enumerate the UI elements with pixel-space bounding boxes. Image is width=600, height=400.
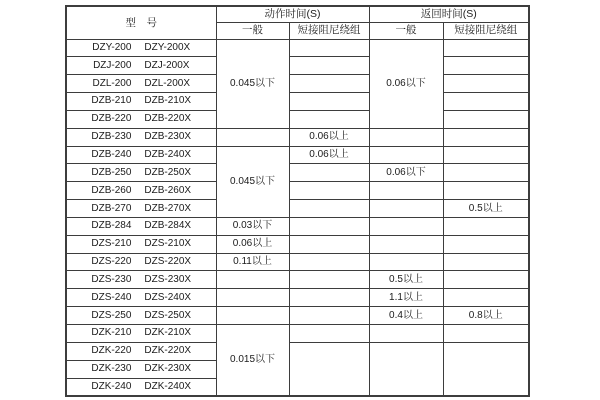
model-text: DZY-200 bbox=[92, 41, 132, 53]
table-row bbox=[66, 128, 529, 146]
model-cell bbox=[66, 57, 216, 75]
return-general-cell bbox=[369, 325, 443, 343]
action-general-cell: 0.03以下 bbox=[216, 217, 289, 235]
table-row bbox=[66, 164, 529, 182]
table-row bbox=[66, 325, 529, 343]
table-row bbox=[66, 182, 529, 200]
model-text: DZB-270 bbox=[91, 202, 132, 214]
model-cell bbox=[66, 271, 216, 289]
return-damping-cell bbox=[443, 182, 529, 200]
model-text: DZB-260 bbox=[91, 184, 132, 196]
return-damping-cell: 0.5以上 bbox=[443, 200, 529, 218]
model-x-text: DZL-200X bbox=[144, 77, 190, 89]
table-row bbox=[66, 235, 529, 253]
return-general-cell: 1.1以上 bbox=[369, 289, 443, 307]
action-damping-cell bbox=[289, 182, 369, 200]
table-row bbox=[66, 75, 529, 93]
table-row bbox=[66, 289, 529, 307]
header-row-groups bbox=[66, 6, 529, 22]
model-text: DZB-220 bbox=[91, 113, 132, 125]
action-damping-cell bbox=[289, 75, 369, 93]
table-row bbox=[66, 57, 529, 75]
action-damping-cell bbox=[289, 235, 369, 253]
model-text: DZK-240 bbox=[91, 380, 132, 392]
model-text: DZB-284 bbox=[91, 220, 132, 232]
action-damping-header: 短接阻尼绕组 bbox=[289, 22, 369, 39]
return-damping-cell bbox=[443, 128, 529, 146]
return-general-header: 一般 bbox=[369, 22, 443, 39]
model-cell bbox=[66, 325, 216, 343]
return-damping-cell bbox=[443, 289, 529, 307]
model-x-text: DZB-240X bbox=[144, 148, 192, 160]
model-text: DZS-250 bbox=[91, 309, 132, 321]
model-text: DZB-210 bbox=[91, 95, 132, 107]
model-x-text: DZS-230X bbox=[144, 273, 192, 285]
model-cell bbox=[66, 342, 216, 360]
model-cell bbox=[66, 253, 216, 271]
return-damping-cell bbox=[443, 57, 529, 75]
return-damping-cell bbox=[443, 75, 529, 93]
table-row bbox=[66, 146, 529, 164]
return-general-cell: 0.5以上 bbox=[369, 271, 443, 289]
table-row bbox=[66, 342, 529, 360]
return-damping-cell bbox=[443, 325, 529, 343]
model-header: 型 号 bbox=[66, 6, 216, 39]
table-row bbox=[66, 253, 529, 271]
return-damping-cell bbox=[443, 164, 529, 182]
return-general-cell: 0.4以上 bbox=[369, 307, 443, 325]
action-damping-cell: 0.06以上 bbox=[289, 128, 369, 146]
model-x-text: DZS-210X bbox=[144, 238, 192, 250]
table-row bbox=[66, 93, 529, 111]
table-row bbox=[66, 307, 529, 325]
model-text: DZB-230 bbox=[91, 131, 132, 143]
model-text: DZK-230 bbox=[91, 363, 132, 375]
table-row bbox=[66, 110, 529, 128]
action-general-cell: 0.015以下 bbox=[216, 325, 289, 396]
action-damping-cell bbox=[289, 325, 369, 343]
action-general-cell: 0.11以上 bbox=[216, 253, 289, 271]
model-x-text: DZY-200X bbox=[144, 41, 191, 53]
model-text: DZK-220 bbox=[91, 345, 132, 357]
model-text: DZJ-200 bbox=[93, 59, 132, 71]
action-damping-cell bbox=[289, 289, 369, 307]
model-x-text: DZK-230X bbox=[144, 363, 192, 375]
action-damping-cell bbox=[289, 200, 369, 218]
action-damping-cell bbox=[289, 57, 369, 75]
model-x-text: DZS-250X bbox=[144, 309, 192, 321]
table-row bbox=[66, 217, 529, 235]
model-cell bbox=[66, 360, 216, 378]
model-cell bbox=[66, 217, 216, 235]
return-damping-cell bbox=[443, 271, 529, 289]
table-row bbox=[66, 39, 529, 57]
model-cell bbox=[66, 307, 216, 325]
return-damping-cell: 0.8以上 bbox=[443, 307, 529, 325]
return-damping-header: 短接阻尼绕组 bbox=[443, 22, 529, 39]
model-cell bbox=[66, 378, 216, 396]
model-cell bbox=[66, 128, 216, 146]
model-x-text: DZB-284X bbox=[144, 220, 192, 232]
relay-spec-table bbox=[65, 5, 530, 397]
model-text: DZK-210 bbox=[91, 327, 132, 339]
return-damping-cell bbox=[443, 253, 529, 271]
model-x-text: DZS-220X bbox=[144, 256, 192, 268]
model-x-text: DZB-220X bbox=[144, 113, 192, 125]
model-text: DZS-230 bbox=[91, 273, 132, 285]
return-time-header: 返回时间(S) bbox=[369, 6, 529, 22]
action-time-header: 动作时间(S) bbox=[216, 6, 369, 22]
return-general-cell: 0.06以下 bbox=[369, 164, 443, 182]
model-x-text: DZB-210X bbox=[144, 95, 192, 107]
return-damping-cell bbox=[443, 110, 529, 128]
action-damping-cell bbox=[289, 39, 369, 57]
action-damping-cell bbox=[289, 342, 369, 396]
return-general-cell bbox=[369, 146, 443, 164]
model-cell bbox=[66, 146, 216, 164]
model-cell bbox=[66, 75, 216, 93]
action-damping-cell bbox=[289, 253, 369, 271]
action-general-cell bbox=[216, 271, 289, 289]
return-general-cell bbox=[369, 235, 443, 253]
action-damping-cell: 0.06以上 bbox=[289, 146, 369, 164]
action-general-cell bbox=[216, 128, 289, 146]
action-general-cell: 0.045以下 bbox=[216, 39, 289, 128]
action-general-cell bbox=[216, 289, 289, 307]
action-damping-cell bbox=[289, 217, 369, 235]
model-text: DZB-240 bbox=[91, 148, 132, 160]
model-x-text: DZB-250X bbox=[144, 166, 192, 178]
model-x-text: DZK-220X bbox=[144, 345, 192, 357]
return-damping-cell bbox=[443, 39, 529, 57]
model-cell bbox=[66, 235, 216, 253]
action-general-cell bbox=[216, 307, 289, 325]
action-general-header: 一般 bbox=[216, 22, 289, 39]
model-cell bbox=[66, 164, 216, 182]
action-general-cell: 0.06以上 bbox=[216, 235, 289, 253]
model-x-text: DZS-240X bbox=[144, 291, 192, 303]
action-damping-cell bbox=[289, 307, 369, 325]
model-x-text: DZJ-200X bbox=[144, 59, 190, 71]
model-text: DZS-210 bbox=[91, 238, 132, 250]
action-damping-cell bbox=[289, 93, 369, 111]
model-x-text: DZK-210X bbox=[144, 327, 192, 339]
model-x-text: DZK-240X bbox=[144, 380, 192, 392]
table-row bbox=[66, 200, 529, 218]
spec-table-container bbox=[65, 5, 530, 397]
action-damping-cell bbox=[289, 164, 369, 182]
return-general-cell bbox=[369, 182, 443, 200]
model-text: DZS-240 bbox=[91, 291, 132, 303]
model-text: DZL-200 bbox=[92, 77, 132, 89]
return-damping-cell bbox=[443, 342, 529, 396]
model-x-text: DZB-230X bbox=[144, 131, 192, 143]
model-text: DZS-220 bbox=[91, 256, 132, 268]
return-general-cell bbox=[369, 217, 443, 235]
action-damping-cell bbox=[289, 271, 369, 289]
return-damping-cell bbox=[443, 93, 529, 111]
return-general-cell bbox=[369, 342, 443, 396]
action-damping-cell bbox=[289, 110, 369, 128]
return-general-cell bbox=[369, 253, 443, 271]
model-text: DZB-250 bbox=[91, 166, 132, 178]
model-cell bbox=[66, 39, 216, 57]
return-general-cell bbox=[369, 200, 443, 218]
model-x-text: DZB-260X bbox=[144, 184, 192, 196]
return-general-cell: 0.06以下 bbox=[369, 39, 443, 128]
model-cell bbox=[66, 110, 216, 128]
table-row bbox=[66, 271, 529, 289]
return-damping-cell bbox=[443, 235, 529, 253]
model-cell bbox=[66, 200, 216, 218]
return-general-cell bbox=[369, 128, 443, 146]
return-damping-cell bbox=[443, 217, 529, 235]
action-general-cell: 0.045以下 bbox=[216, 146, 289, 217]
model-cell bbox=[66, 289, 216, 307]
model-cell bbox=[66, 182, 216, 200]
return-damping-cell bbox=[443, 146, 529, 164]
model-cell bbox=[66, 93, 216, 111]
model-x-text: DZB-270X bbox=[144, 202, 192, 214]
